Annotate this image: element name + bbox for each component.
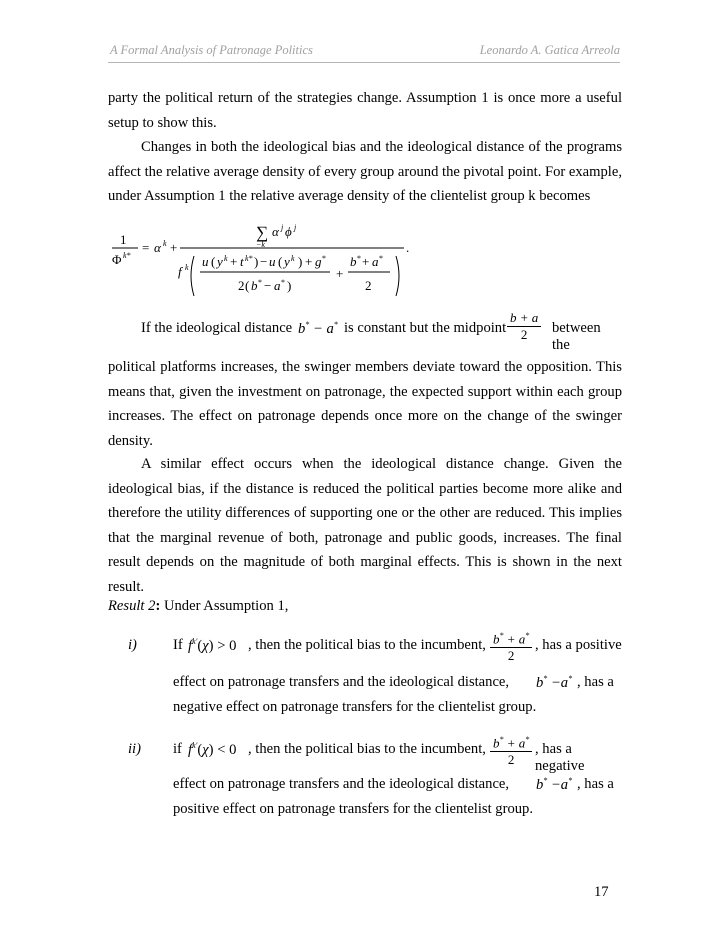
svg-text:u: u <box>202 254 209 269</box>
svg-text:j: j <box>281 223 284 232</box>
svg-text:∑: ∑ <box>256 223 269 242</box>
item-fraction-bias: $\frac{b^* + a^*}{2}$ <box>490 732 532 768</box>
svg-text:k: k <box>185 263 189 272</box>
svg-text:k*: k* <box>123 251 131 260</box>
paragraph-3-text-b: is constant but the midpoint <box>344 320 507 336</box>
item-line-2-end: , has a <box>577 674 614 690</box>
result-item-i <box>108 628 622 724</box>
svg-text:(: ( <box>245 278 250 293</box>
item-after-fraction: , has a negative <box>535 741 585 774</box>
item-line-3: negative effect on patronage transfers for the clientelist group. <box>173 699 537 715</box>
page-number: 17 <box>594 884 609 900</box>
svg-text:+: + <box>170 240 178 255</box>
item-line-2: effect on patronage transfers and the ideological distance, <box>173 674 510 690</box>
result-label: Result 2 <box>108 598 156 614</box>
inline-fraction-midpoint: $\frac{b + a}{2}$ <box>507 310 541 343</box>
result-intro: Under Assumption 1, <box>160 598 289 614</box>
svg-text:−: − <box>264 278 272 293</box>
svg-text:2: 2 <box>365 278 372 293</box>
paragraph-3-text-a: If the ideological distance <box>141 320 293 336</box>
svg-text:(: ( <box>278 254 283 269</box>
item-condition-word: If <box>173 637 183 653</box>
svg-text:α: α <box>154 240 161 255</box>
svg-text:k*: k* <box>245 254 253 263</box>
svg-text:+: + <box>230 254 238 269</box>
svg-text:k: k <box>224 254 228 263</box>
svg-text:t: t <box>240 254 244 269</box>
svg-text:−k: −k <box>256 240 265 249</box>
result-heading <box>108 598 288 615</box>
svg-text:): ) <box>254 254 259 269</box>
svg-text:+: + <box>305 254 313 269</box>
item-after-fraction: , has a positive <box>535 637 622 653</box>
paragraph-2: Changes in both the ideological bias and the ideological distance of the programs affect the relative average density of every group around the pivotal point. For example, under Assumption 1 the relative average density of the clientelist group k becomes <box>108 139 622 204</box>
equation-graphic <box>108 214 438 304</box>
paragraph-4: political platforms increases, the swinger members deviate toward the opposition. This means that, given the investment on patronage, the expected support within each group increases. The effect on patronage depends once more on the change of the swinger density. <box>108 359 622 449</box>
svg-text:b: b <box>350 254 357 269</box>
svg-text:*: * <box>258 278 262 287</box>
svg-text:a: a <box>274 278 281 293</box>
svg-text:2: 2 <box>238 278 245 293</box>
svg-text:): ) <box>298 254 303 269</box>
svg-text:u: u <box>269 254 276 269</box>
svg-text:=: = <box>142 240 150 255</box>
svg-text:k: k <box>291 254 295 263</box>
inline-math-distance: b* −a* <box>536 674 573 691</box>
item-line-2-end: , has a <box>577 776 614 792</box>
paragraph-3-first-line <box>141 310 622 353</box>
item-condition-math: $f^{k'}(\chi) < 0$ <box>188 741 237 758</box>
inline-math-distance: b* − a* <box>298 320 338 337</box>
item-condition-word: if <box>173 741 182 757</box>
svg-text:y: y <box>217 254 223 269</box>
paragraph-1: party the political return of the strategies change. Assumption 1 is once more a useful setup to show this. <box>108 90 622 131</box>
svg-text:(: ( <box>211 254 216 269</box>
svg-text:α: α <box>272 224 279 239</box>
svg-text:+: + <box>362 254 370 269</box>
svg-text:): ) <box>287 278 292 293</box>
svg-text:*: * <box>322 254 326 263</box>
item-line-2: effect on patronage transfers and the ideological distance, <box>173 776 510 792</box>
result-colon: : <box>155 598 161 614</box>
svg-text:k: k <box>163 239 167 248</box>
paragraph-5: A similar effect occurs when the ideological distance change. Given the ideological bias, if the distance is reduced the political parties become more alike and therefore the utility differences of supporting one or the other are reduced. This implies that the marginal revenue of both, patronage and public goods, increases. The final result depends on the magnitude of both marginal effects. This is shown in the next result. <box>108 456 622 595</box>
svg-text:*: * <box>281 278 285 287</box>
svg-text:ϕ: ϕ <box>285 224 292 239</box>
svg-text:.: . <box>406 240 410 255</box>
svg-text:*: * <box>379 254 383 263</box>
svg-text:b: b <box>251 278 258 293</box>
running-header-title: A Formal Analysis of Patronage Politics <box>110 43 313 57</box>
running-header-author: Leonardo A. Gatica Arreola <box>479 43 620 57</box>
svg-text:−: − <box>260 254 268 269</box>
item-marker: i) <box>128 637 137 653</box>
svg-text:g: g <box>315 254 322 269</box>
svg-text:+: + <box>336 266 344 281</box>
item-mid-text: , then the political bias to the incumbent, <box>248 637 486 653</box>
paragraph-3-text-c: between the <box>552 320 601 353</box>
item-marker: ii) <box>128 741 141 757</box>
svg-text:j: j <box>294 223 297 232</box>
svg-text:1: 1 <box>120 232 127 247</box>
item-condition-math: $f^{k'}(\chi) > 0$ <box>188 637 237 654</box>
svg-text:*: * <box>357 254 361 263</box>
inline-math-distance: b* −a* <box>536 776 573 793</box>
item-fraction-bias: $\frac{b^* + a^*}{2}$ <box>490 628 532 664</box>
svg-text:y: y <box>284 254 290 269</box>
header-rule <box>108 62 620 63</box>
result-item-ii <box>108 732 622 828</box>
svg-text:Φ: Φ <box>112 252 122 267</box>
item-mid-text: , then the political bias to the incumbent, <box>248 741 486 757</box>
svg-text:a: a <box>372 254 379 269</box>
svg-text:f: f <box>178 264 182 279</box>
item-line-3: positive effect on patronage transfers for the clientelist group. <box>173 801 533 817</box>
equation-density <box>108 214 438 304</box>
